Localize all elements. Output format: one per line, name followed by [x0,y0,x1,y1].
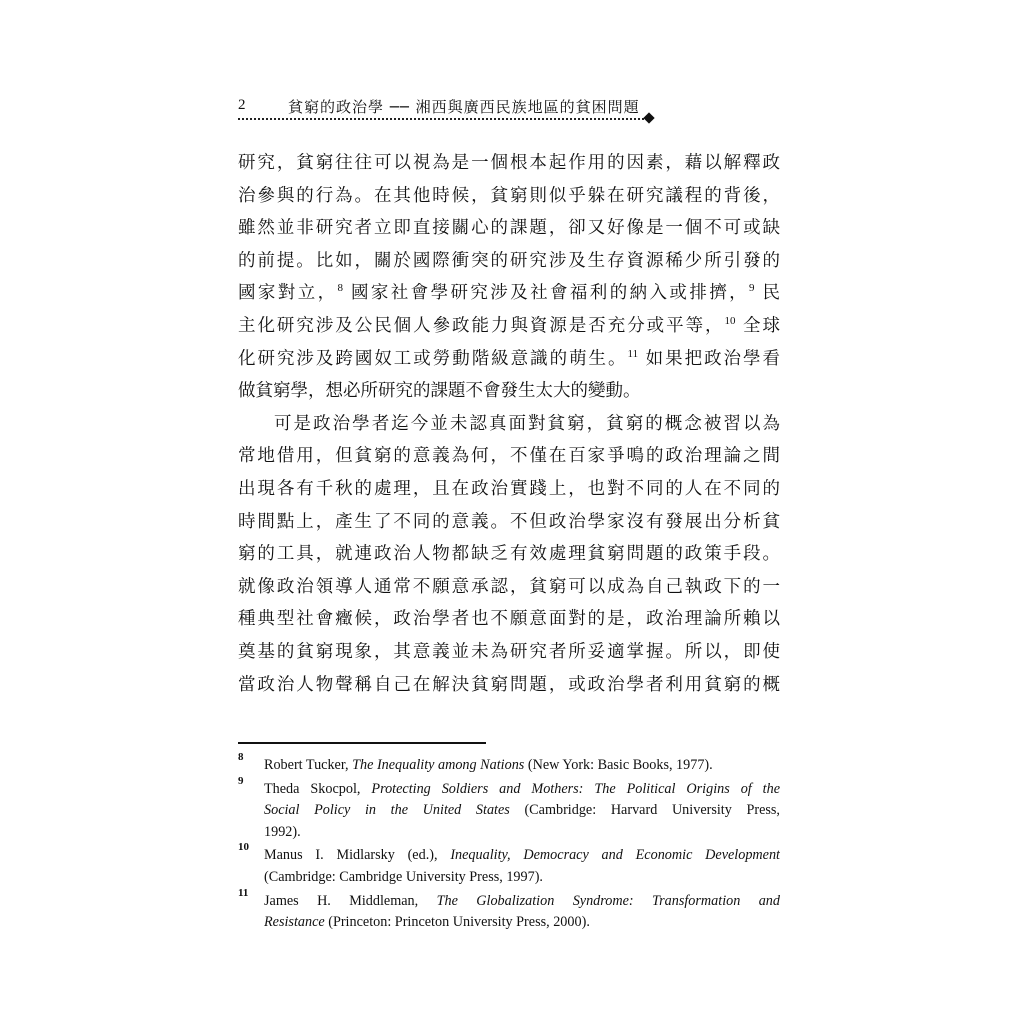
footnote-line [264,891,780,913]
text-line: 當政治人物聲稱自己在解決貧窮問題，或政治學者利用貧窮的概 [238,674,780,695]
text-line: 就像政治領導人通常不願意承認，貧窮可以成為自己執政下的一 [238,576,780,597]
text-run: 國家對立， [238,283,338,304]
text-line: 做貧窮學，想必所研究的課題不會發生太大的變動。 [238,381,641,402]
text-line: 奠基的貧窮現象，其意義並未為研究者所妥適掌握。所以，即使 [238,641,780,662]
text-line: 的前提。比如，關於國際衝突的研究涉及生存資源稀少所引發的 [238,250,780,271]
footnote-number: 10 [238,841,249,854]
footnote-author: James H. Middleman, [264,892,437,909]
footnote-work-title: Resistance [264,914,325,931]
footnote-line [264,800,780,822]
footnote-line: 1992). [264,823,301,840]
footnote-ref-8[interactable]: 8 [337,282,344,295]
text-line: 常地借用，但貧窮的意義為何，不僅在百家爭鳴的政治理論之間 [238,446,780,467]
footnote-publication: (Princeton: Princeton University Press, 2000). [324,914,590,931]
text-line: 可是政治學者迄今並未認真面對貧窮，貧窮的概念被習以為 [274,413,780,434]
footnote-11 [238,886,780,934]
footnote-work-title: The Globalization Syndrome: Transformation and [436,892,780,909]
text-line: 雖然並非研究者立即直接關心的課題，卻又好像是一個不可或缺 [238,218,780,239]
footnote-ref-9[interactable]: 9 [749,282,755,295]
text-run: 化研究涉及跨國奴工或勞動階級意識的萌生。 [238,348,628,369]
text-line: 研究，貧窮往往可以視為是一個根本起作用的因素，藉以解釋政 [238,153,780,173]
text-run: 主化研究涉及公民個人參政能力與資源是否充分或平等， [238,315,725,336]
body-text [238,147,780,701]
text-line: 時間點上，產生了不同的意義。不但政治學家沒有發展出分析貧 [238,511,780,532]
footnote-author: Theda Skocpol, [264,780,372,797]
footnote-line [264,779,780,801]
text-run: 全球 [735,315,780,336]
text-line: 窮的工具，就連政治人物都缺乏有效處理貧窮問題的政策手段。 [238,544,780,565]
footnote-8 [238,751,780,777]
text-line [238,343,780,376]
footnotes [238,751,780,936]
header-diamond-ornament [643,112,654,123]
footnote-line [264,845,780,867]
text-run: 國家社會學研究涉及社會福利的納入或排擠， [343,283,750,304]
text-line [238,310,780,343]
footnote-author: Manus I. Midlarsky (ed.), [264,847,451,864]
footnote-9 [238,774,780,844]
footnote-work-title: Protecting Soldiers and Mothers: The Political Origins of the [371,780,780,797]
footnote-line [264,912,780,934]
footnote-separator [238,742,486,744]
running-title: 貧窮的政治學 ── 湘西與廣西民族地區的貧困問題 [288,98,640,116]
footnote-line: (Cambridge: Cambridge University Press, 1997). [264,868,543,885]
footnote-work-title: The Inequality among Nations [352,757,525,773]
footnote-10 [238,841,780,888]
text-line: 出現各有千秋的處理，且在政治實踐上，也對不同的人在不同的 [238,478,780,499]
text-run: 民 [754,283,780,304]
paragraph-2 [238,408,780,701]
header-dotted-rule [238,118,648,120]
footnote-author: Robert Tucker, [264,757,353,773]
footnote-number: 8 [238,751,244,763]
text-line: 治參與的行為。在其他時候，貧窮則似乎躲在研究議程的背後， [238,185,780,206]
footnote-work-title: Social Policy in the United States [264,802,510,819]
page-number: 2 [238,97,246,113]
footnote-publication: (New York: Basic Books, 1977). [524,757,713,773]
footnote-line [264,755,780,777]
footnote-ref-11[interactable]: 11 [627,347,639,360]
footnote-work-title: Inequality, Democracy and Economic Development [450,847,780,864]
footnote-ref-10[interactable]: 10 [724,314,736,327]
text-run: 如果把政治學看 [638,348,780,369]
footnote-number: 9 [238,774,244,787]
footnote-publication: (Cambridge: Harvard University Press, [509,802,780,819]
text-line [238,277,780,310]
text-line: 種典型社會癥候，政治學者也不願意面對的是，政治理論所賴以 [238,609,780,630]
paragraph-1 [238,147,780,408]
running-header [238,93,648,119]
footnote-number: 11 [238,886,249,899]
